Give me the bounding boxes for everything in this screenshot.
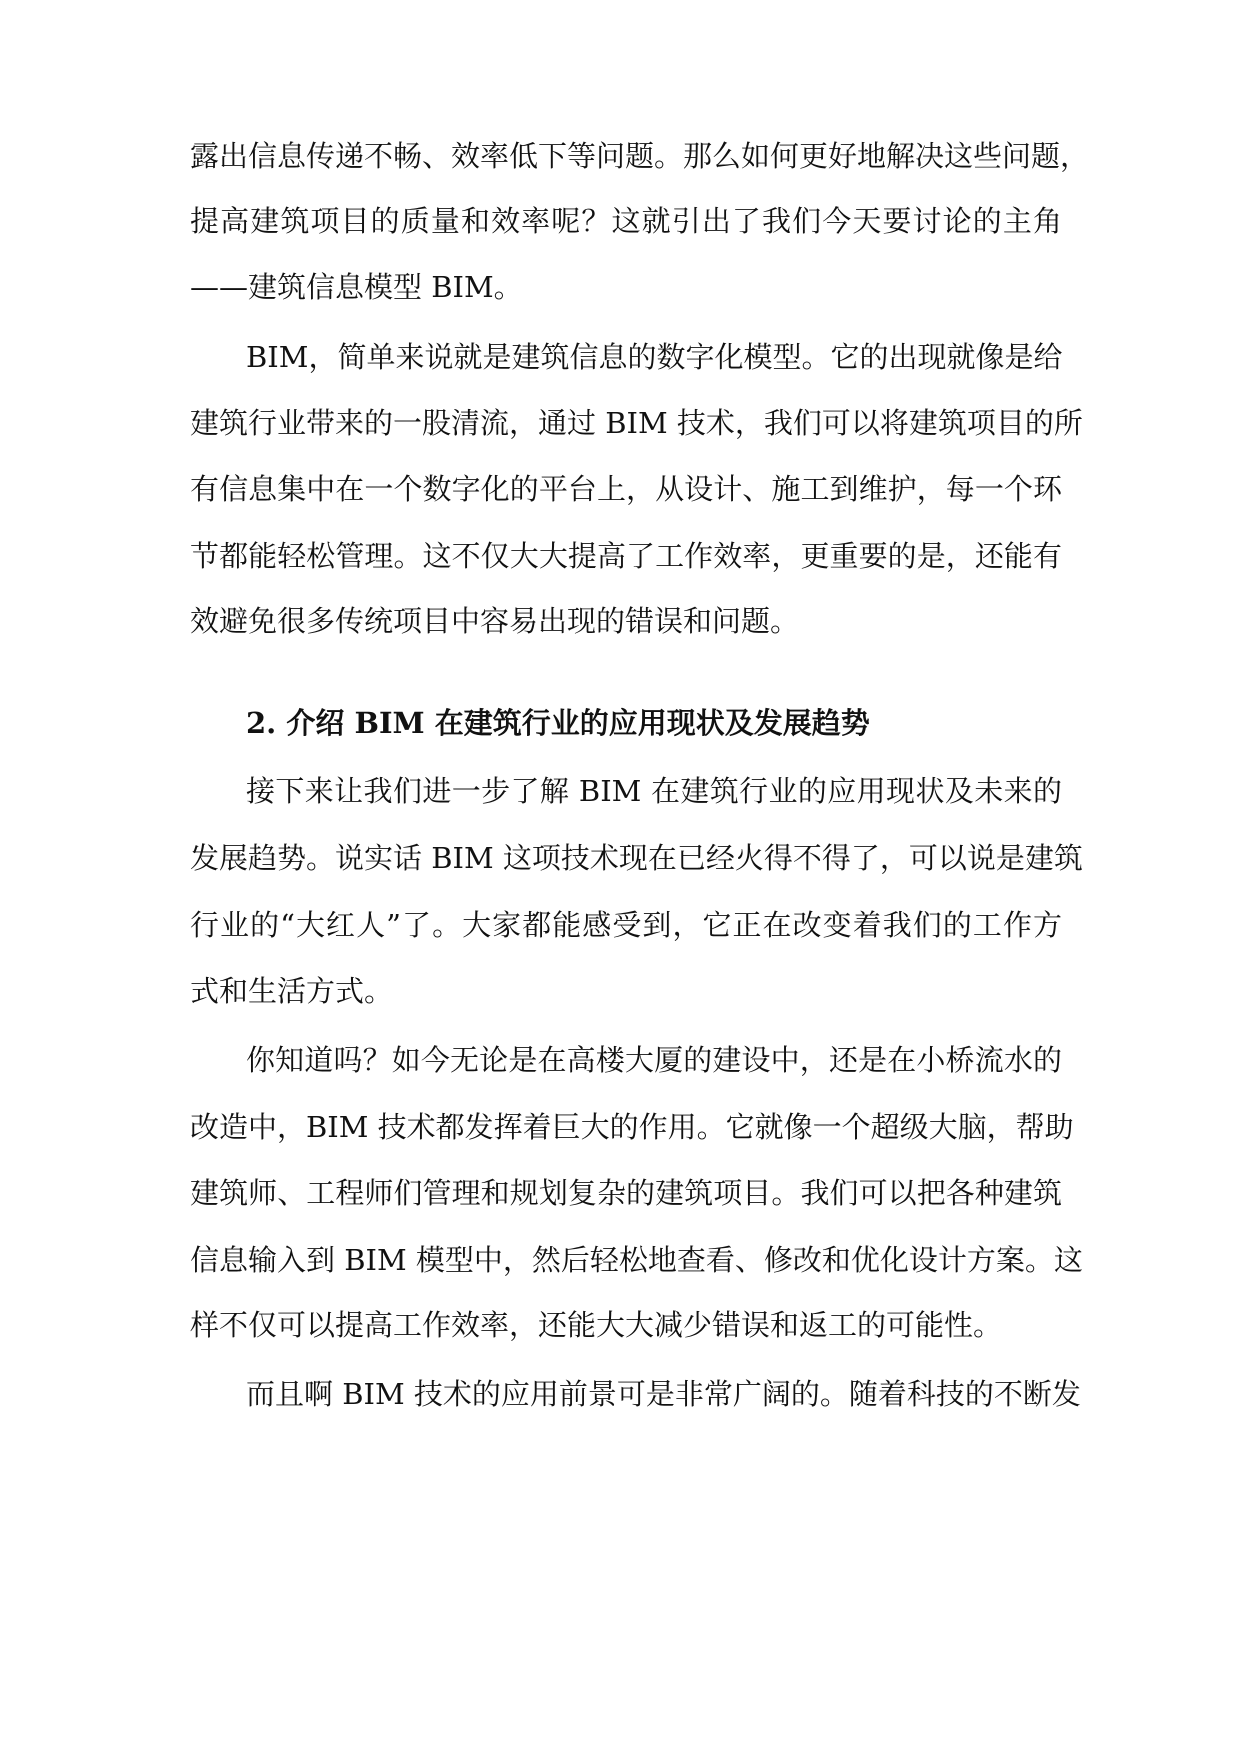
paragraph-line: 你知道吗？如今无论是在高楼大厦的建设中，还是在小桥流水的 <box>246 1043 1062 1077</box>
paragraph-line: 式和生活方式。 <box>190 974 394 1008</box>
paragraph-line: BIM，简单来说就是建筑信息的数字化模型。它的出现就像是给 <box>246 340 1063 374</box>
paragraph-line: 建筑师、工程师们管理和规划复杂的建筑项目。我们可以把各种建筑 <box>190 1176 1062 1210</box>
paragraph-line: 行业的“大红人”了。大家都能感受到，它正在改变着我们的工作方 <box>190 908 1062 942</box>
paragraph-line: 样不仅可以提高工作效率，还能大大减少错误和返工的可能性。 <box>190 1308 1003 1342</box>
paragraph-line: 改造中，BIM 技术都发挥着巨大的作用。它就像一个超级大脑，帮助 <box>190 1110 1074 1144</box>
paragraph-line: 建筑行业带来的一股清流，通过 BIM 技术，我们可以将建筑项目的所 <box>190 406 1083 440</box>
section-heading: 2. 介绍 BIM 在建筑行业的应用现状及发展趋势 <box>246 706 870 740</box>
paragraph-line: 节都能轻松管理。这不仅大大提高了工作效率，更重要的是，还能有 <box>190 539 1062 573</box>
paragraph-line: 露出信息传递不畅、效率低下等问题。那么如何更好地解决这些问题， <box>190 139 1090 173</box>
paragraph-line: 接下来让我们进一步了解 BIM 在建筑行业的应用现状及未来的 <box>246 774 1062 808</box>
paragraph-line: ——建筑信息模型 BIM。 <box>190 270 523 304</box>
paragraph-line: 有信息集中在一个数字化的平台上，从设计、施工到维护，每一个环 <box>190 472 1062 506</box>
paragraph-line: 发展趋势。说实话 BIM 这项技术现在已经火得不得了，可以说是建筑 <box>190 841 1083 875</box>
paragraph-line: 信息输入到 BIM 模型中，然后轻松地查看、修改和优化设计方案。这 <box>190 1243 1083 1277</box>
paragraph-line: 效避免很多传统项目中容易出现的错误和问题。 <box>190 604 800 638</box>
paragraph-line: 而且啊 BIM 技术的应用前景可是非常广阔的。随着科技的不断发 <box>246 1377 1081 1411</box>
paragraph-line: 提高建筑项目的质量和效率呢？这就引出了我们今天要讨论的主角 <box>190 204 1062 238</box>
